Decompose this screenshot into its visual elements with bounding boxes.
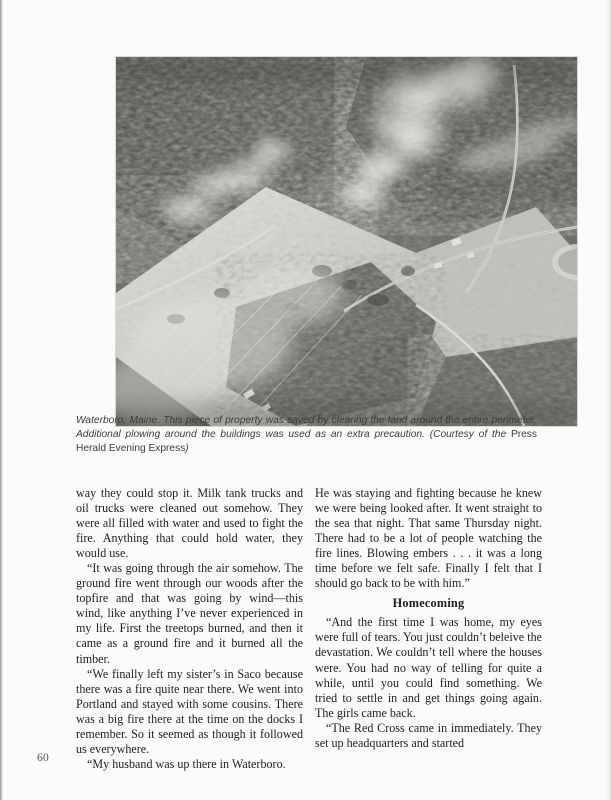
scan-right-edge	[607, 0, 611, 800]
scan-left-edge	[0, 0, 3, 800]
page-number: 60	[37, 752, 50, 764]
paragraph: “And the first time I was home, my eyes were full of tears. You just couldn’t beleive the devastation. We couldn’t tell where the houses were. You had no way of telling for quite a while, until you could find something. We tried to settle in and get things going again. The girls came back.	[315, 615, 542, 720]
paragraph: “The Red Cross came in immediately. They set up headquarters and started	[315, 720, 542, 750]
paragraph: way they could stop it. Milk tank trucks and oil trucks were cleaned out somehow. They were all filled with water and used to fight the fire. Anything that could hold water, they would use.	[76, 486, 303, 561]
paragraph: “It was going through the air somehow. The ground fire went through our woods after the topfire and that was going by wind—this wind, like anything I’ve never experienced in my life. First the treetops burned, and then it came as a ground fire and it burned all the timber.	[76, 561, 303, 666]
caption-text-part-1: Waterboro, Maine. This piece of property was saved by clearing the land around the entire perimeter. Additional plowing around the buildings was used as an extra precaution. (Courtesy of the	[76, 415, 537, 441]
caption-publication-name: Press Herald Evening Express	[76, 429, 537, 455]
paragraph: “My husband was up there in Waterboro.	[87, 756, 286, 771]
body-column-right	[315, 486, 542, 751]
aerial-photograph-image	[116, 57, 577, 426]
body-column-left	[76, 486, 303, 772]
caption-text-part-2: )	[185, 443, 189, 455]
paragraph: “We finally left my sister’s in Saco because there was a fire quite near there. We went into Portland and stayed with some cousins. There was a big fire there at the time on the docks I remember. So it seemed as though it followed us everywhere.	[76, 666, 303, 756]
figure-aerial-photograph	[116, 57, 577, 426]
paragraph: He was staying and fighting because he knew we were being looked after. It went straight to the sea that night. That same Thursday night. There had to be a lot of people watching the fire lines. Blowing embers . . . it was a long time before we felt safe. Finally I felt that I should go back to be with him.”	[315, 486, 542, 591]
section-heading-homecoming: Homecoming	[392, 596, 465, 611]
figure-caption	[76, 414, 537, 457]
